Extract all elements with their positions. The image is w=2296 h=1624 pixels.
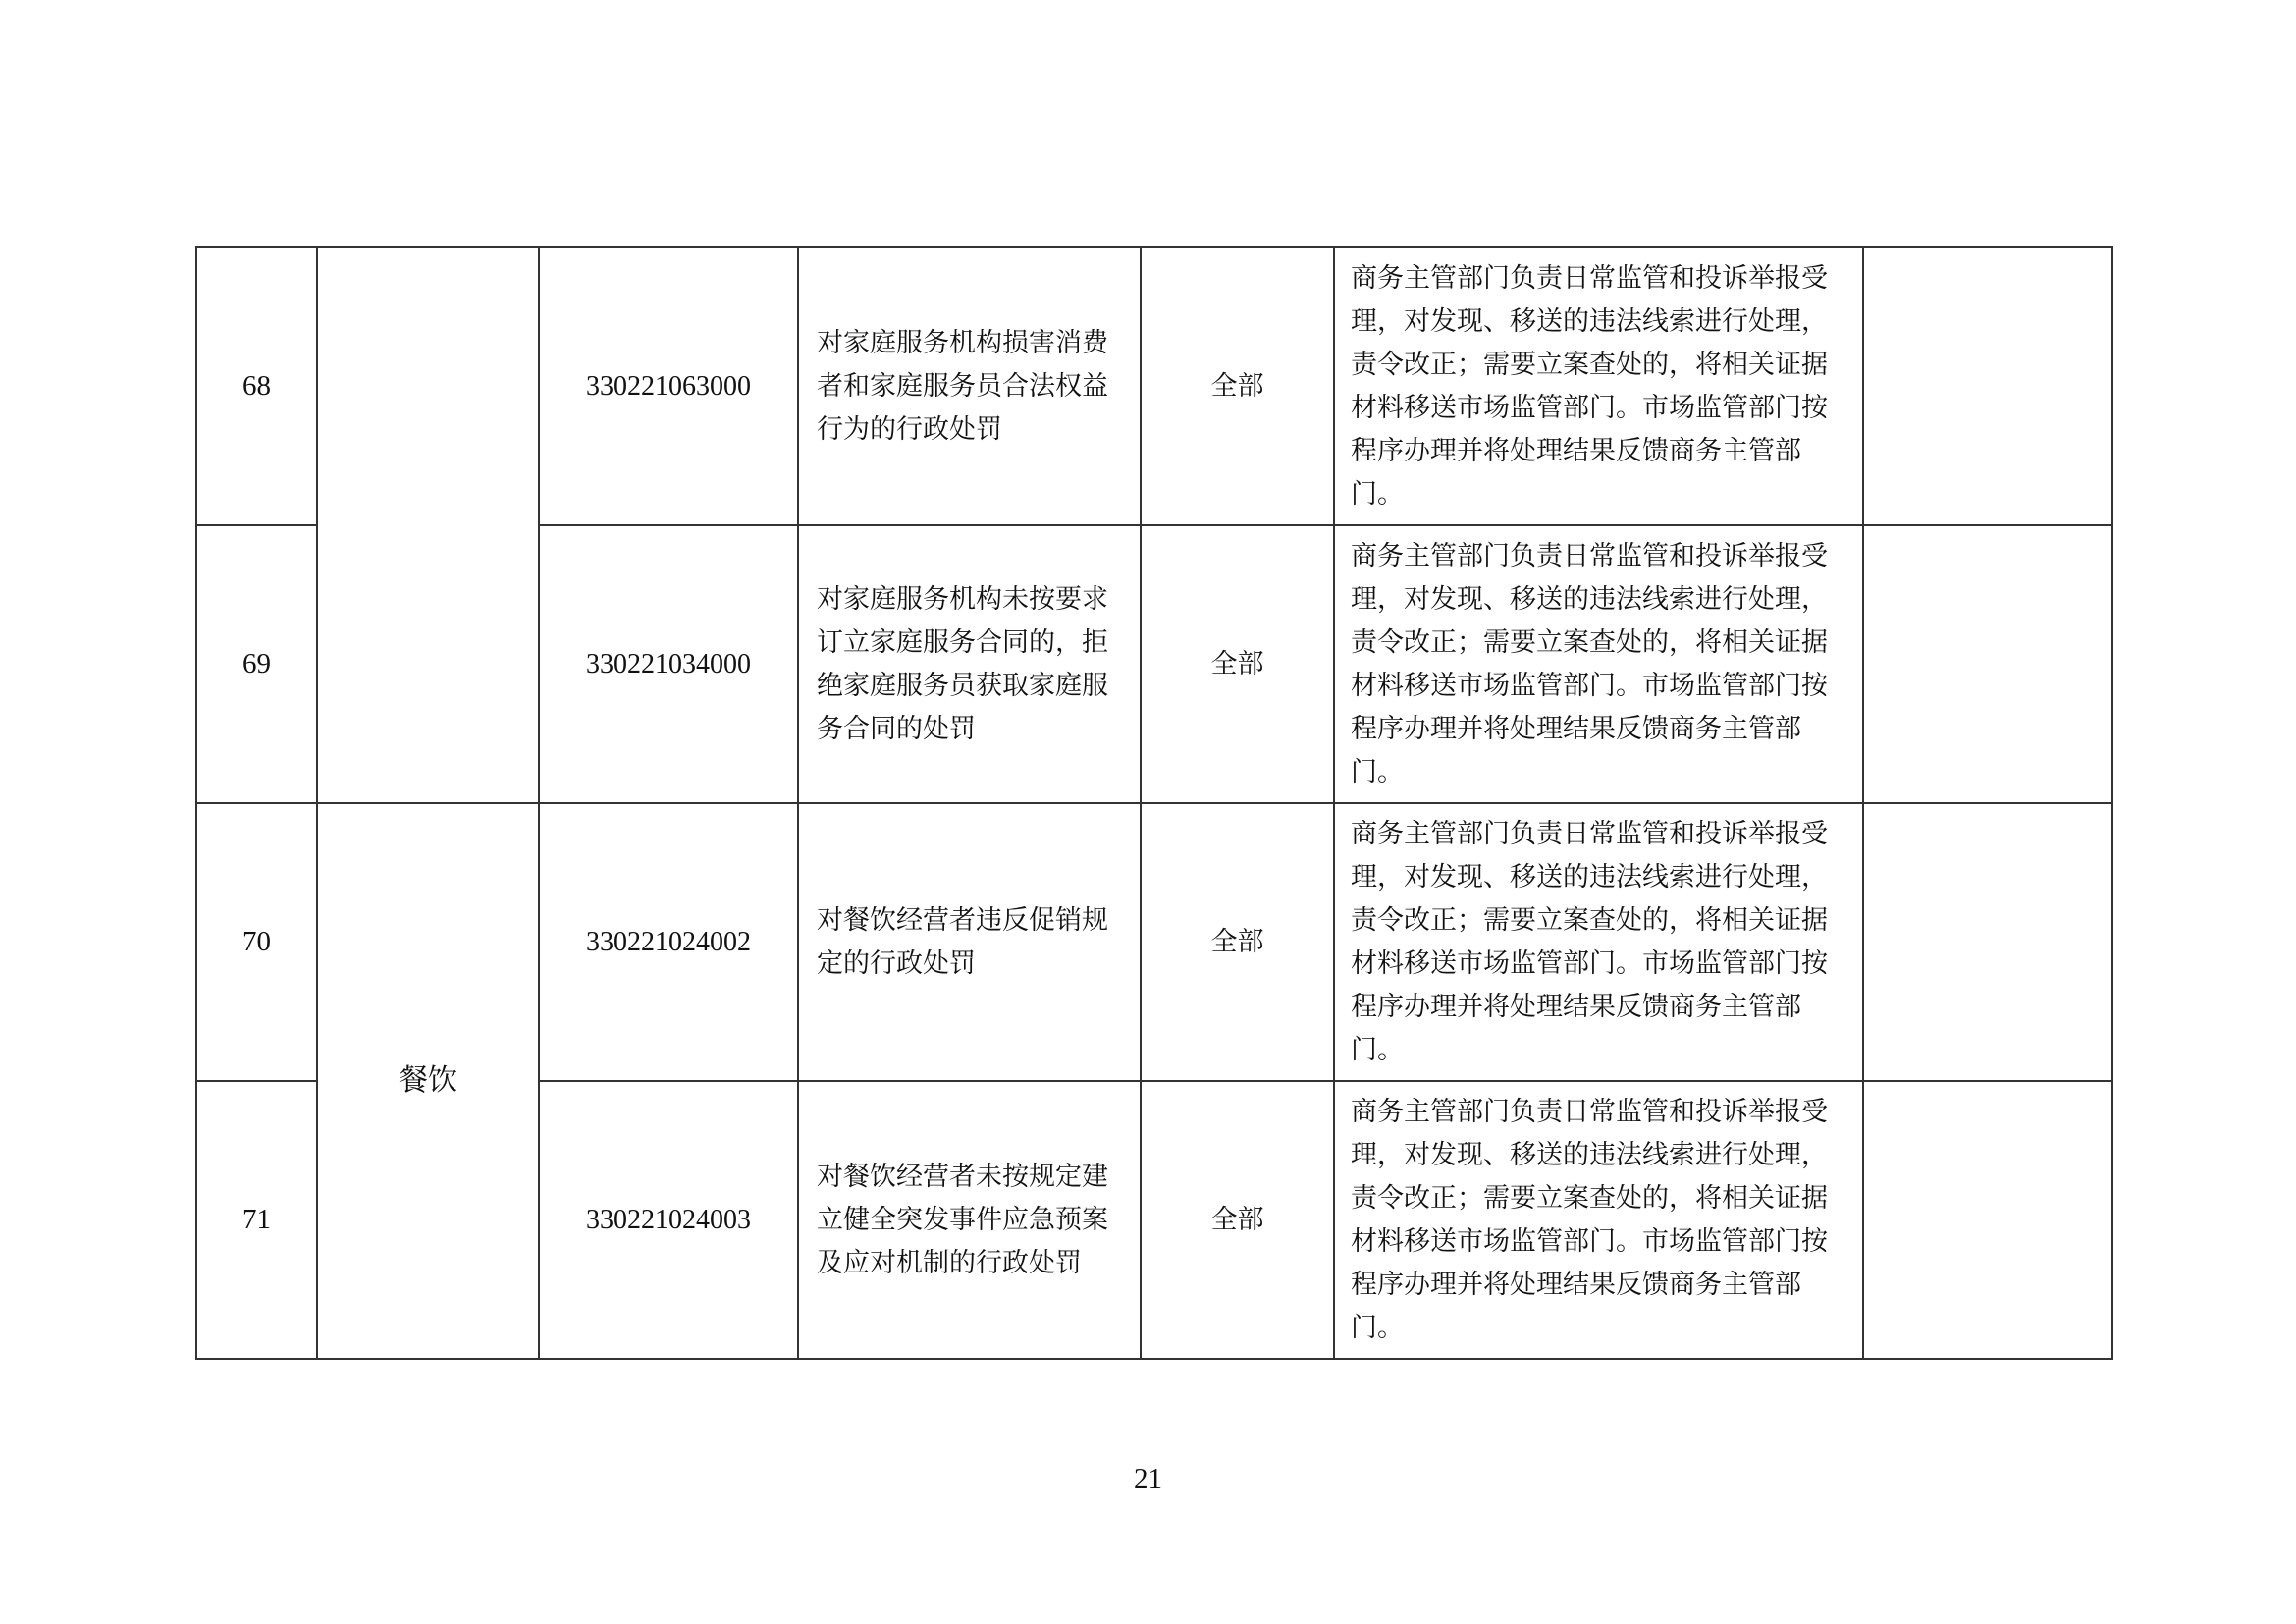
scope-value: 全部 — [1210, 1204, 1264, 1235]
item-name: 对家庭服务机构损害消费者和家庭服务员合法权益行为的行政处罚 — [817, 327, 1108, 445]
row-number: 71 — [242, 1204, 271, 1235]
category-cell — [317, 247, 539, 803]
row-number: 70 — [242, 926, 271, 957]
row-number-cell — [196, 803, 317, 1081]
scope-cell — [1141, 803, 1334, 1081]
scope-value: 全部 — [1210, 370, 1264, 402]
item-cell — [798, 1081, 1141, 1359]
note-cell — [1863, 803, 2112, 1081]
responsibility-cell — [1334, 525, 1863, 803]
item-name: 对家庭服务机构未按要求订立家庭服务合同的，拒绝家庭服务员获取家庭服务合同的处罚 — [817, 583, 1108, 744]
code-cell — [539, 1081, 798, 1359]
item-name: 对餐饮经营者违反促销规定的行政处罚 — [817, 904, 1108, 979]
item-cell — [798, 247, 1141, 525]
item-cell — [798, 803, 1141, 1081]
table-row — [196, 803, 2112, 1081]
responsibility-cell — [1334, 803, 1863, 1081]
responsibility-text: 商务主管部门负责日常监管和投诉举报受理，对发现、移送的违法线索进行处理，责令改正；需要立案查处的，将相关证据材料移送市场监管部门。市场监管部门按程序办理并将处理结果反馈商务主管部门。 — [1351, 262, 1828, 510]
note-cell — [1863, 247, 2112, 525]
responsibility-cell — [1334, 1081, 1863, 1359]
note-cell — [1863, 1081, 2112, 1359]
note-cell — [1863, 525, 2112, 803]
table-row — [196, 247, 2112, 525]
responsibility-cell — [1334, 247, 1863, 525]
row-number-cell — [196, 247, 317, 525]
scope-value: 全部 — [1210, 926, 1264, 957]
responsibility-text: 商务主管部门负责日常监管和投诉举报受理，对发现、移送的违法线索进行处理，责令改正；需要立案查处的，将相关证据材料移送市场监管部门。市场监管部门按程序办理并将处理结果反馈商务主管部门。 — [1351, 540, 1828, 787]
responsibility-text: 商务主管部门负责日常监管和投诉举报受理，对发现、移送的违法线索进行处理，责令改正；需要立案查处的，将相关证据材料移送市场监管部门。市场监管部门按程序办理并将处理结果反馈商务主管部门。 — [1351, 818, 1828, 1065]
row-number-cell — [196, 1081, 317, 1359]
responsibility-text: 商务主管部门负责日常监管和投诉举报受理，对发现、移送的违法线索进行处理，责令改正；需要立案查处的，将相关证据材料移送市场监管部门。市场监管部门按程序办理并将处理结果反馈商务主管部门。 — [1351, 1096, 1828, 1343]
item-code: 330221024003 — [586, 1204, 751, 1235]
scope-cell — [1141, 247, 1334, 525]
row-number-cell — [196, 525, 317, 803]
item-code: 330221024002 — [586, 926, 751, 957]
item-name: 对餐饮经营者未按规定建立健全突发事件应急预案及应对机制的行政处罚 — [817, 1161, 1108, 1278]
code-cell — [539, 525, 798, 803]
item-code: 330221063000 — [586, 370, 751, 402]
category-cell — [317, 803, 539, 1359]
scope-cell — [1141, 525, 1334, 803]
item-code: 330221034000 — [586, 648, 751, 679]
scope-value: 全部 — [1210, 648, 1264, 679]
page-number: 21 — [1134, 1463, 1162, 1494]
item-cell — [798, 525, 1141, 803]
enforcement-table — [195, 246, 2113, 1360]
category-label: 餐饮 — [399, 1062, 457, 1098]
code-cell — [539, 247, 798, 525]
code-cell — [539, 803, 798, 1081]
scope-cell — [1141, 1081, 1334, 1359]
row-number: 68 — [242, 370, 271, 402]
row-number: 69 — [242, 648, 271, 679]
